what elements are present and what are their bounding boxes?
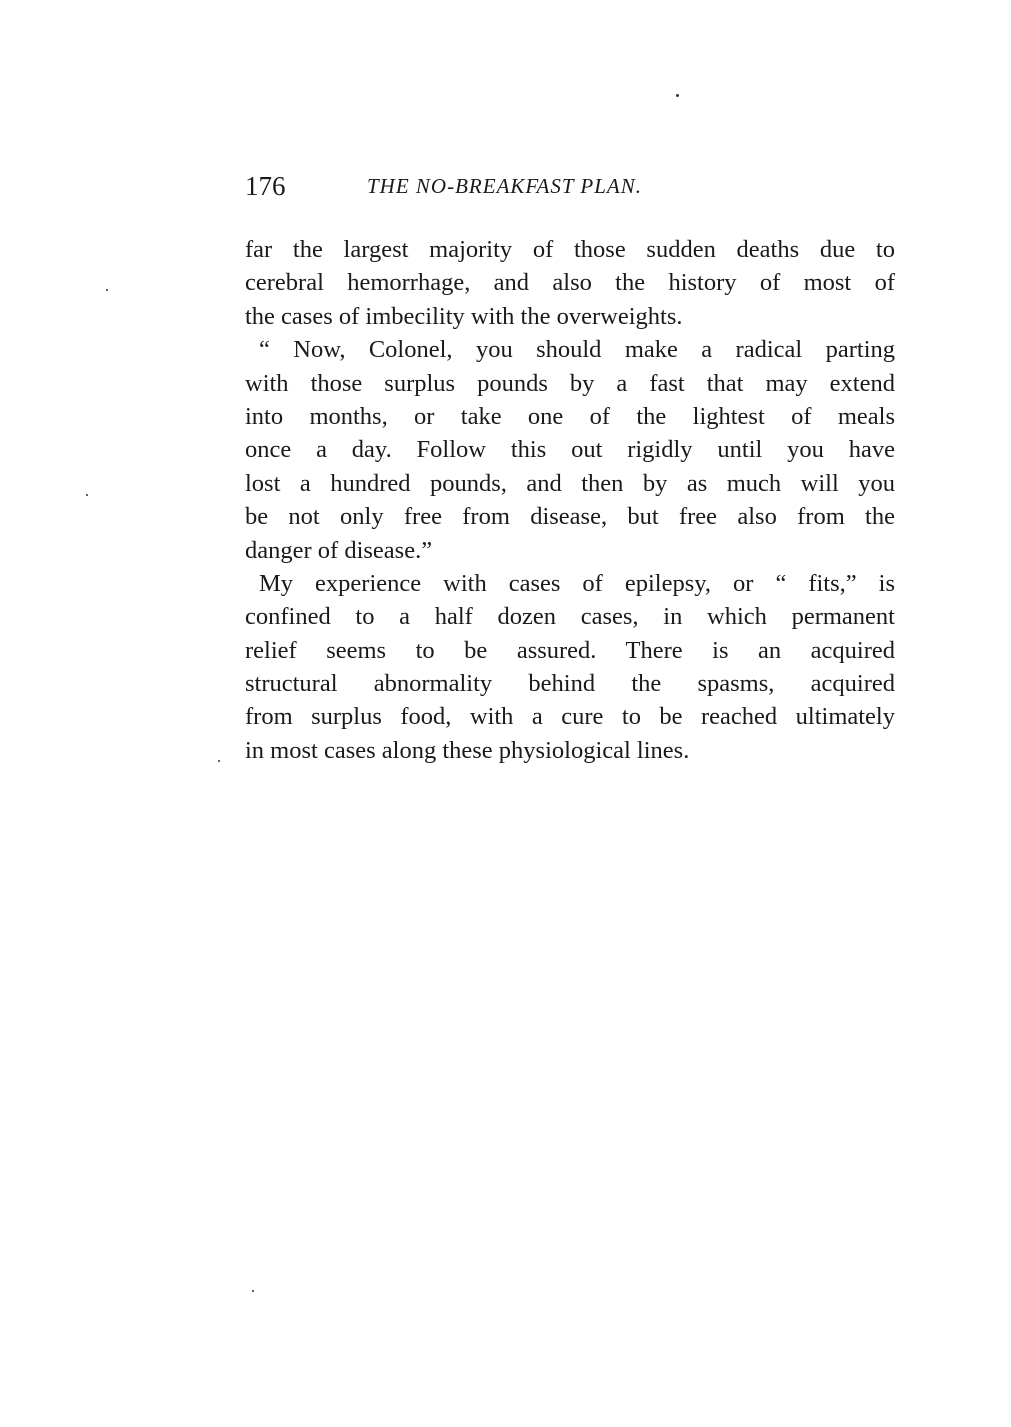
page-header xyxy=(245,168,895,208)
text-line: once a day. Follow this out rigidly until you have xyxy=(245,436,895,464)
text-line: confined to a half dozen cases, in which permanent xyxy=(245,603,895,631)
text-line: cerebral hemorrhage, and also the history of most of xyxy=(245,269,895,297)
text-line: My experience with cases of epilepsy, or “ fits,” is xyxy=(259,569,895,597)
text-line: “ Now, Colonel, you should make a radical parting xyxy=(259,336,895,364)
text-line: relief seems to be assured. There is an acquired xyxy=(245,636,895,664)
text-line: in most cases along these physiological lines. xyxy=(245,736,690,764)
page-number: 176 xyxy=(245,171,286,201)
body-text xyxy=(245,233,895,767)
scan-speck xyxy=(676,94,679,97)
text-line: structural abnormality behind the spasms, acquired xyxy=(245,670,895,698)
text-line: far the largest majority of those sudden deaths due to xyxy=(245,236,895,263)
text-line: with those surplus pounds by a fast that may extend xyxy=(245,369,895,397)
scan-speck xyxy=(86,494,88,496)
scan-speck xyxy=(218,760,220,762)
text-line: lost a hundred pounds, and then by as much will you xyxy=(245,469,895,497)
scan-speck xyxy=(252,1290,254,1292)
running-head: THE NO-BREAKFAST PLAN. xyxy=(367,174,642,198)
text-line: be not only free from disease, but free also from the xyxy=(245,503,895,531)
text-line: danger of disease.” xyxy=(245,536,433,564)
text-line: the cases of imbecility with the overweights. xyxy=(245,302,683,330)
text-line: from surplus food, with a cure to be reached ultimately xyxy=(245,703,895,731)
scan-speck xyxy=(106,289,108,291)
text-line: into months, or take one of the lightest of meals xyxy=(245,402,895,430)
